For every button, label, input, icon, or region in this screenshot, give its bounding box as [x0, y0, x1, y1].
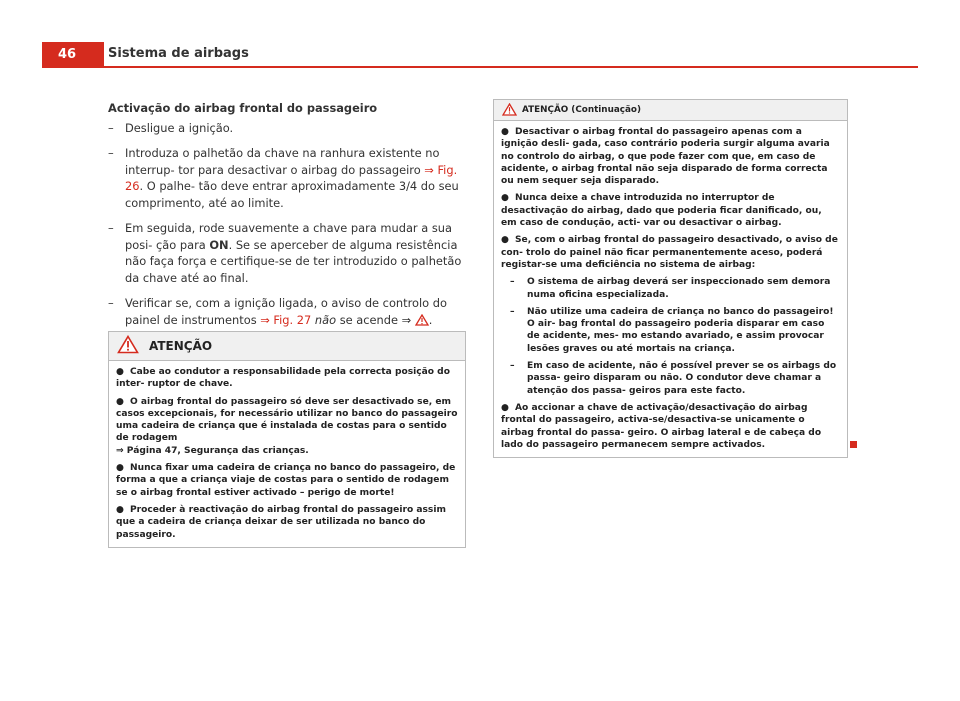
step-dash: – [108, 221, 114, 235]
step-text-end: . [428, 312, 433, 327]
warning-item-text: Se, com o airbag frontal do passageiro desactivado, o aviso de con- trolo do painel não ficar permanentemente aceso, poderá registar-se uma deficiência no sistema de airbag: [501, 235, 838, 270]
warning-subitem-text: O sistema de airbag deverá ser inspeccionado sem demora numa oficina especializada. [527, 277, 831, 300]
step-text-cont: se acende ⇒ [336, 312, 415, 327]
warning-box-title: ATENÇÃO (Continuação) [522, 105, 641, 115]
section-end-marker [850, 441, 857, 448]
sub-dash: – [510, 277, 515, 288]
sub-dash: – [510, 361, 515, 372]
section-title: Activação do airbag frontal do passageiro [108, 101, 378, 115]
warning-subitem-text: Não utilize uma cadeira de criança no banco do passageiro! O air- bag frontal do passageiro poderia disparar em caso de acidente, mes- mo estando avariado, e assim provocar lesões graves ou até mortais na criança. [527, 306, 834, 354]
warning-item [116, 462, 458, 499]
warning-box-continuation [493, 99, 848, 458]
warning-item [501, 234, 840, 271]
warning-triangle-icon [117, 335, 139, 358]
warning-item-text: Nunca fixar uma cadeira de criança no banco do passageiro, de forma a que a criança viaje de costas para o sentido de rodagem se o airbag frontal estiver activado – perigo de morte! [116, 463, 456, 498]
warning-item-text: Proceder à reactivação do airbag frontal do passageiro assim que a cadeira de criança deixar de ser utilizada no banco do passageiro. [116, 504, 446, 540]
warning-item [501, 126, 840, 187]
warning-box-body [494, 121, 847, 457]
step-1 [108, 120, 464, 137]
bullet: ● [501, 193, 509, 204]
page-header-title: Sistema de airbags [108, 46, 249, 61]
warning-subitem-text: Em caso de acidente, não é possível prever se os airbags do passa- geiro disparam ou não. O condutor deve chamar a atenção dos passa- geiros para este facto. [527, 361, 837, 396]
warning-box-header [494, 100, 847, 121]
warning-subitem [501, 360, 840, 397]
warning-subitem [501, 276, 840, 301]
warning-box-title: ATENÇÃO [149, 339, 213, 353]
step-dash: – [108, 296, 114, 310]
warning-item-text: O airbag frontal do passageiro só deve ser desactivado se, em casos excepcionais, for necessário utilizar no banco do passageiro uma cadeira de criança que é instalada de costas para o sentido de rodagem [116, 396, 458, 444]
bullet: ● [116, 504, 124, 515]
warning-item [501, 192, 840, 229]
step-text: Introduza o palhetão da chave na ranhura existente no interrup- tor para desactivar o airbag do passageiro [125, 146, 440, 177]
step-text: Verificar se, com a ignição ligada, o aviso de controlo do painel de instrumentos [125, 296, 447, 327]
bullet: ● [501, 127, 509, 137]
warning-item-text: Cabe ao condutor a responsabilidade pela correcta posição do inter- ruptor de chave. [116, 367, 450, 390]
bullet: ● [116, 367, 124, 377]
warning-item [116, 504, 458, 541]
warning-box-header [109, 332, 465, 361]
warning-box-body [109, 361, 465, 547]
warning-item [116, 366, 458, 391]
sub-dash: – [510, 306, 515, 317]
figure-link[interactable]: ⇒ Fig. 26 [125, 162, 458, 193]
step-text: Em seguida, rode suavemente a chave para mudar a sua posi- ção para [125, 221, 452, 252]
step-text-cont: . Se se aperceber de alguma resistência não faça força e certifique-se de ter introduzido o palhetão da chave até ao final. [125, 237, 462, 285]
bullet: ● [116, 396, 124, 407]
warning-item-text: Ao accionar a chave de activação/desactivação do airbag frontal do passageiro, activa-se/desactiva-se unicamente o airbag frontal do passa- geiro. O airbag lateral e de cabeça do lado do passageiro permanecem sempre activados. [501, 402, 822, 450]
page-link[interactable]: ⇒ Página 47, Segurança das crianças. [116, 445, 309, 456]
step-4 [108, 295, 464, 330]
step-dash: – [108, 120, 114, 135]
warning-subitem [501, 306, 840, 355]
on-position-label: ON [209, 237, 229, 252]
warning-item [116, 396, 458, 457]
step-text-cont: . O palhe- tão deve entrar aproximadamente 3/4 do seu comprimento, até ao limite. [125, 179, 459, 210]
bullet: ● [501, 402, 509, 413]
step-2 [108, 145, 464, 211]
warning-item-text: Desactivar o airbag frontal do passageiro apenas com a ignição desli- gada, caso contrário poderia surgir alguma avaria no controlo do airbag, o que pode fazer com que, em caso de acidente, o airbag frontal não seja disparado de forma correcta ou nem sequer seja disparado. [501, 127, 830, 187]
bullet: ● [501, 235, 509, 246]
warning-box [108, 331, 466, 548]
warning-item-text: Nunca deixe a chave introduzida no interruptor de desactivação do airbag, dado que poderia ficar danificado, ou, em caso de condução, acti- var ou desactivar o airbag. [501, 193, 822, 229]
step-dash: – [108, 146, 114, 160]
warning-triangle-icon [502, 101, 517, 120]
header-rule [42, 66, 918, 68]
warning-item [501, 402, 840, 451]
instructions-column [108, 100, 464, 339]
step-text: Desligue a ignição. [125, 120, 234, 135]
step-3 [108, 220, 464, 286]
page-number: 46 [42, 42, 104, 67]
step-emphasis: não [314, 312, 337, 327]
bullet: ● [116, 463, 124, 474]
warning-triangle-icon[interactable] [415, 314, 429, 331]
figure-link[interactable]: ⇒ Fig. 27 [260, 312, 312, 327]
